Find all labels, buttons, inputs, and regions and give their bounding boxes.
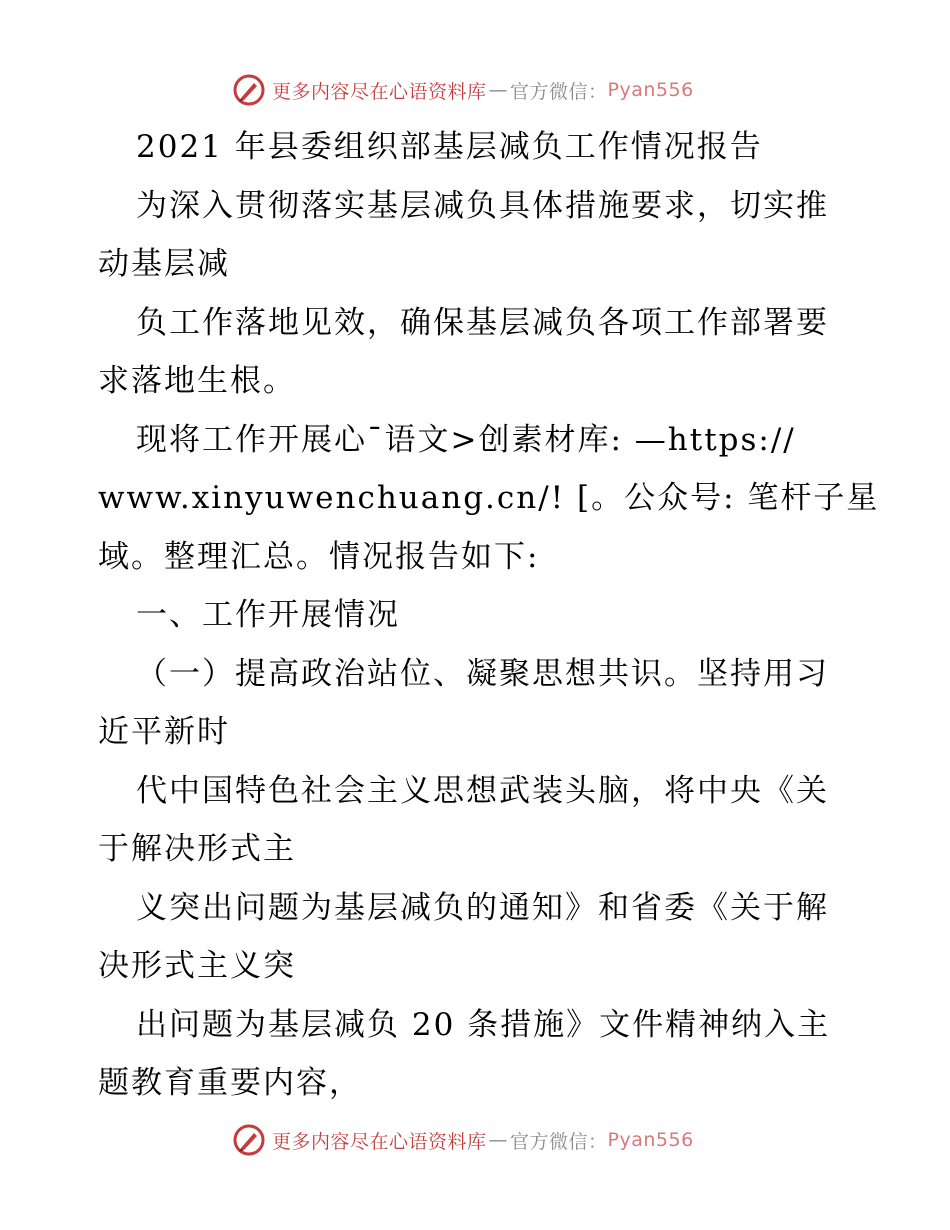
document-body	[98, 118, 880, 1113]
paragraph-line: 求落地生根。	[98, 363, 296, 399]
paragraph-line: 义突出问题为基层减负的通知》和省委《关于解	[136, 889, 829, 926]
watermark-wechat-id: Pyan556	[607, 1129, 694, 1151]
paragraph-line: 代中国特色社会主义思想武装头脑，将中央《关	[136, 772, 829, 809]
paragraph-line: 题教育重要内容，	[98, 1065, 362, 1101]
paragraph-line: 决形式主义突	[98, 948, 296, 984]
paragraph-line: 负工作落地见效，确保基层减负各项工作部署要	[136, 304, 829, 341]
paragraph-line: 现将工作开展心¯语文>创素材库: —https://	[136, 421, 796, 458]
paragraph-line: 域。整理汇总。情况报告如下:	[98, 538, 540, 575]
paragraph-line: www.xinyuwenchuang.cn/! [。公众号: 笔杆子星	[98, 480, 880, 516]
footer-watermark	[232, 1122, 694, 1158]
paragraph-line: 出问题为基层减负 20 条措施》文件精神纳入主	[136, 1006, 831, 1043]
pen-logo-icon	[232, 1123, 266, 1157]
watermark-wechat-label: 官方微信：	[510, 80, 608, 103]
document-title: 2021 年县委组织部基层减负工作情况报告	[136, 129, 763, 165]
pen-logo-icon	[232, 73, 266, 107]
section-heading: 一、工作开展情况	[136, 597, 400, 633]
watermark-wechat-label: 官方微信：	[510, 1130, 608, 1153]
paragraph-line: 于解决形式主	[98, 831, 296, 867]
watermark-separator: —	[488, 1129, 509, 1151]
watermark-text: 更多内容尽在心语资料库	[272, 1130, 487, 1153]
paragraph-line: 动基层减	[98, 246, 230, 282]
watermark-text: 更多内容尽在心语资料库	[272, 80, 487, 103]
watermark-wechat-id: Pyan556	[607, 79, 694, 101]
header-watermark	[232, 72, 694, 108]
paragraph-line: （一）提高政治站位、凝聚思想共识。坚持用习	[136, 655, 829, 692]
paragraph-line: 为深入贯彻落实基层减负具体措施要求，切实推	[136, 187, 829, 224]
paragraph-line: 近平新时	[98, 714, 230, 750]
watermark-separator: —	[488, 79, 509, 101]
